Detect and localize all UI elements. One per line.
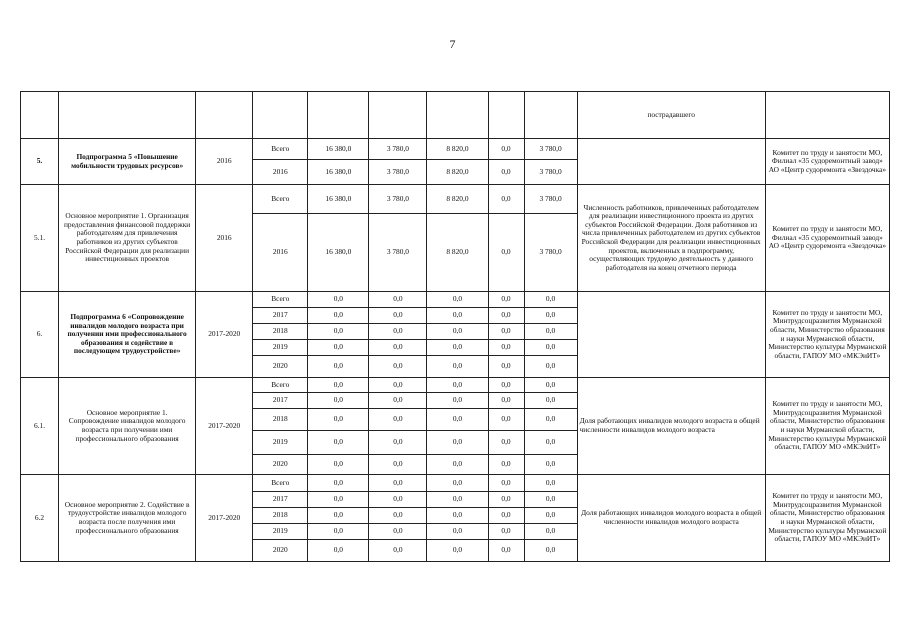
row-number: 6. [21, 292, 59, 378]
cell-other [524, 92, 577, 139]
value-cell: 0,0 [308, 308, 369, 324]
row-period: 2016 [196, 185, 253, 292]
value-cell: 3 780,0 [369, 139, 427, 160]
row-number: 6.2 [21, 475, 59, 562]
row-number: 5.1. [21, 185, 59, 292]
value-cell: 0,0 [427, 340, 488, 356]
row-indicator: Доля работающих инвалидов молодого возраста в общей численности инвалидов молодого возраста [577, 378, 765, 475]
value-cell: 3 780,0 [524, 160, 577, 185]
value-cell: 3 780,0 [524, 185, 577, 214]
row-executor: Комитет по труду и занятости МО, Филиал «35 судоремонтный завод» АО «Центр судоремонта «Звездочка» [765, 185, 889, 292]
value-cell: 0,0 [488, 324, 524, 340]
year-cell: 2019 [253, 431, 308, 455]
cell-local [488, 92, 524, 139]
value-cell: 0,0 [524, 540, 577, 562]
value-cell: 0,0 [427, 492, 488, 508]
value-cell: 0,0 [369, 356, 427, 378]
value-cell: 0,0 [308, 431, 369, 455]
value-cell: 0,0 [427, 393, 488, 409]
value-cell: 0,0 [524, 475, 577, 492]
year-cell: Всего [253, 292, 308, 308]
value-cell: 0,0 [308, 475, 369, 492]
value-cell: 0,0 [524, 378, 577, 393]
row-name: Подпрограмма 5 «Повышение мобильности трудовых ресурсов» [59, 139, 196, 185]
year-cell: 2017 [253, 492, 308, 508]
value-cell: 0,0 [488, 409, 524, 431]
value-cell: 0,0 [369, 292, 427, 308]
value-cell: 0,0 [524, 393, 577, 409]
value-cell: 0,0 [488, 308, 524, 324]
cell-total [308, 92, 369, 139]
value-cell: 0,0 [369, 492, 427, 508]
row-period: 2017-2020 [196, 475, 253, 562]
year-cell: 2020 [253, 455, 308, 475]
row-indicator [577, 292, 765, 378]
cell-name [59, 92, 196, 139]
value-cell: 0,0 [488, 431, 524, 455]
row-name: Подпрограмма 6 «Сопровождение инвалидов молодого возраста при получении ими профессионального образования и содействие в последующем трудоустройстве» [59, 292, 196, 378]
value-cell: 0,0 [488, 540, 524, 562]
row-name: Основное мероприятие 2. Содействие в трудоустройстве инвалидов молодого возраста после получения ими профессионального образования [59, 475, 196, 562]
row-period: 2017-2020 [196, 292, 253, 378]
value-cell: 0,0 [369, 524, 427, 540]
value-cell: 0,0 [369, 340, 427, 356]
value-cell: 0,0 [427, 524, 488, 540]
value-cell: 0,0 [488, 340, 524, 356]
table-row [21, 475, 890, 492]
value-cell: 0,0 [488, 524, 524, 540]
value-cell: 0,0 [308, 524, 369, 540]
row-executor: Комитет по труду и занятости МО, Филиал «35 судоремонтный завод» АО «Центр судоремонта «Звездочка» [765, 139, 889, 185]
row-name: Основное мероприятие 1. Сопровождение инвалидов молодого возраста при получении ими профессионального образования [59, 378, 196, 475]
value-cell: 0,0 [308, 356, 369, 378]
cell-executor [765, 92, 889, 139]
value-cell: 0,0 [369, 308, 427, 324]
cell-federal [369, 92, 427, 139]
program-table [20, 91, 890, 562]
year-cell: 2017 [253, 308, 308, 324]
year-cell: 2018 [253, 324, 308, 340]
year-cell: 2019 [253, 524, 308, 540]
table-row [21, 139, 890, 160]
value-cell: 0,0 [369, 475, 427, 492]
value-cell: 8 820,0 [427, 160, 488, 185]
year-cell: Всего [253, 185, 308, 214]
value-cell: 0,0 [427, 308, 488, 324]
value-cell: 0,0 [369, 508, 427, 524]
value-cell: 0,0 [488, 475, 524, 492]
year-cell: Всего [253, 139, 308, 160]
value-cell: 0,0 [427, 409, 488, 431]
value-cell: 0,0 [488, 508, 524, 524]
table-row [21, 378, 890, 393]
row-executor: Комитет по труду и занятости МО, Минтрудсоцразвития Мурманской области, Министерство образования и науки Мурманской области, Министерство культуры Мурманской области, ГАПОУ МО «МКЭиИТ» [765, 292, 889, 378]
value-cell: 0,0 [308, 324, 369, 340]
value-cell: 0,0 [524, 508, 577, 524]
value-cell: 0,0 [524, 431, 577, 455]
value-cell: 0,0 [369, 455, 427, 475]
row-indicator [577, 139, 765, 185]
cell-regional [427, 92, 488, 139]
value-cell: 0,0 [308, 378, 369, 393]
value-cell: 16 380,0 [308, 185, 369, 214]
value-cell: 3 780,0 [524, 214, 577, 292]
year-cell: 2020 [253, 540, 308, 562]
row-number: 6.1. [21, 378, 59, 475]
value-cell: 0,0 [369, 378, 427, 393]
value-cell: 0,0 [488, 139, 524, 160]
value-cell: 0,0 [308, 292, 369, 308]
value-cell: 0,0 [488, 185, 524, 214]
value-cell: 0,0 [488, 214, 524, 292]
value-cell: 0,0 [427, 324, 488, 340]
year-cell: 2016 [253, 160, 308, 185]
cell-year [253, 92, 308, 139]
value-cell: 0,0 [488, 292, 524, 308]
value-cell: 0,0 [427, 431, 488, 455]
value-cell: 0,0 [488, 455, 524, 475]
year-cell: 2016 [253, 214, 308, 292]
value-cell: 0,0 [308, 409, 369, 431]
value-cell: 0,0 [369, 324, 427, 340]
value-cell: 8 820,0 [427, 185, 488, 214]
value-cell: 0,0 [427, 508, 488, 524]
value-cell: 3 780,0 [369, 160, 427, 185]
value-cell: 0,0 [488, 356, 524, 378]
value-cell: 0,0 [488, 378, 524, 393]
value-cell: 0,0 [308, 455, 369, 475]
year-cell: Всего [253, 378, 308, 393]
value-cell: 16 380,0 [308, 160, 369, 185]
year-cell: Всего [253, 475, 308, 492]
value-cell: 0,0 [427, 292, 488, 308]
value-cell: 0,0 [369, 431, 427, 455]
value-cell: 8 820,0 [427, 139, 488, 160]
year-cell: 2018 [253, 508, 308, 524]
value-cell: 0,0 [427, 378, 488, 393]
value-cell: 0,0 [524, 340, 577, 356]
value-cell: 3 780,0 [369, 185, 427, 214]
continuation-row [21, 92, 890, 139]
year-cell: 2018 [253, 409, 308, 431]
year-cell: 2017 [253, 393, 308, 409]
value-cell: 0,0 [524, 524, 577, 540]
value-cell: 16 380,0 [308, 214, 369, 292]
value-cell: 0,0 [524, 308, 577, 324]
value-cell: 0,0 [427, 475, 488, 492]
value-cell: 3 780,0 [369, 214, 427, 292]
value-cell: 0,0 [524, 324, 577, 340]
value-cell: 0,0 [308, 492, 369, 508]
value-cell: 0,0 [524, 455, 577, 475]
value-cell: 0,0 [369, 409, 427, 431]
row-indicator: Доля работающих инвалидов молодого возраста в общей численности инвалидов молодого возраста [577, 475, 765, 562]
value-cell: 0,0 [488, 393, 524, 409]
value-cell: 0,0 [524, 492, 577, 508]
value-cell: 0,0 [308, 540, 369, 562]
row-period: 2017-2020 [196, 378, 253, 475]
row-period: 2016 [196, 139, 253, 185]
value-cell: 0,0 [524, 409, 577, 431]
value-cell: 0,0 [488, 492, 524, 508]
value-cell: 0,0 [308, 393, 369, 409]
value-cell: 0,0 [524, 292, 577, 308]
value-cell: 0,0 [488, 160, 524, 185]
value-cell: 0,0 [308, 340, 369, 356]
year-cell: 2020 [253, 356, 308, 378]
value-cell: 8 820,0 [427, 214, 488, 292]
year-cell: 2019 [253, 340, 308, 356]
table-row [21, 292, 890, 308]
value-cell: 0,0 [427, 455, 488, 475]
cell-indicator: пострадавшего [577, 92, 765, 139]
cell-period [196, 92, 253, 139]
value-cell: 0,0 [524, 356, 577, 378]
row-name: Основное мероприятие 1. Организация предоставления финансовой поддержки работодателям для привлечения работников из других субъектов Российской Федерации для реализации инвестиционных проектов [59, 185, 196, 292]
row-indicator: Численность работников, привлеченных работодателем для реализации инвестиционного проекта из других субъектов Российской Федерации. Доля работников из числа привлеченных работодателем из других субъектов Российской Федерации для реализации инвестиционных проектов, включенных в подпрограмму, осуществляющих трудовую деятельность у данного работодателя на конец отчетного периода [577, 185, 765, 292]
value-cell: 0,0 [369, 393, 427, 409]
page-number: 7 [449, 37, 456, 51]
row-executor: Комитет по труду и занятости МО, Минтрудсоцразвития Мурманской области, Министерство образования и науки Мурманской области, Министерство культуры Мурманской области, ГАПОУ МО «МКЭиИТ» [765, 475, 889, 562]
cell-num [21, 92, 59, 139]
value-cell: 0,0 [308, 508, 369, 524]
table-row [21, 185, 890, 214]
row-executor: Комитет по труду и занятости МО, Минтрудсоцразвития Мурманской области, Министерство образования и науки Мурманской области, Министерство культуры Мурманской области, ГАПОУ МО «МКЭиИТ» [765, 378, 889, 475]
value-cell: 0,0 [369, 540, 427, 562]
value-cell: 0,0 [427, 356, 488, 378]
value-cell: 16 380,0 [308, 139, 369, 160]
row-number: 5. [21, 139, 59, 185]
value-cell: 0,0 [427, 540, 488, 562]
value-cell: 3 780,0 [524, 139, 577, 160]
